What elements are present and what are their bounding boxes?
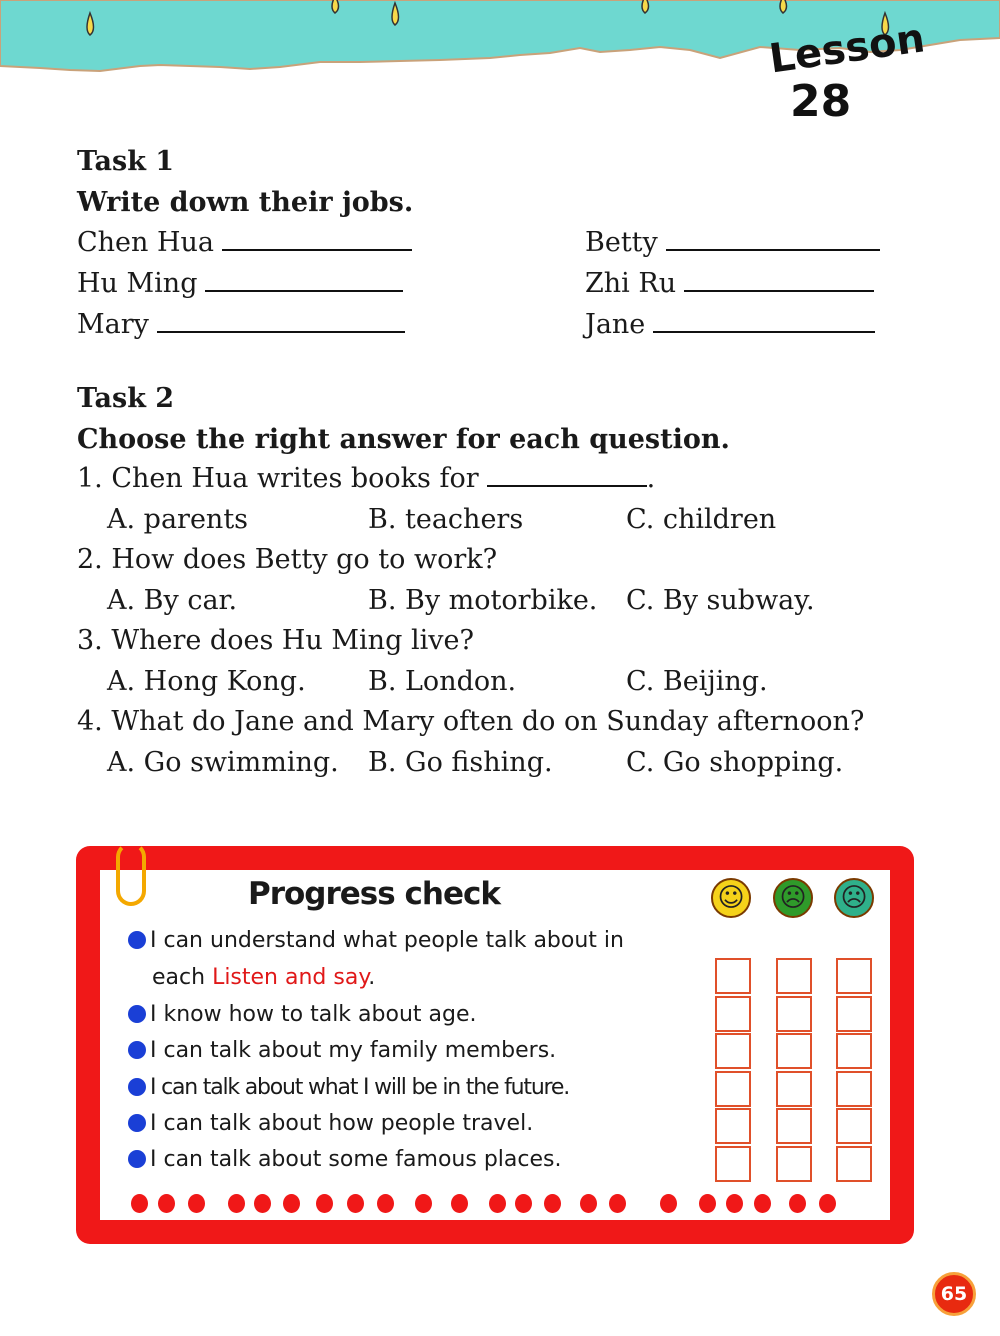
question: 3. Where does Hu Ming live?: [77, 625, 474, 656]
item-text: I know how to talk about age.: [150, 1002, 477, 1027]
decorative-dot: [188, 1194, 205, 1213]
neutral-face-icon: ☹: [773, 878, 813, 918]
question: 1. Chen Hua writes books for: [77, 463, 479, 494]
bullet-icon: [128, 1078, 146, 1096]
self-assessment-checkbox[interactable]: [836, 1071, 872, 1107]
progress-item: [128, 1001, 476, 1029]
option[interactable]: C. children: [626, 504, 777, 535]
self-assessment-checkbox[interactable]: [836, 1108, 872, 1144]
self-assessment-checkbox[interactable]: [715, 1146, 751, 1182]
decorative-dot: [544, 1194, 561, 1213]
decorative-dot: [377, 1194, 394, 1213]
question: 2. How does Betty go to work?: [77, 544, 498, 575]
lesson-number: 28: [790, 76, 852, 128]
decorative-dot: [283, 1194, 300, 1213]
decorative-dot: [580, 1194, 597, 1213]
decorative-dot: [699, 1194, 716, 1213]
answer-blank[interactable]: [653, 311, 875, 333]
answer-blank[interactable]: [684, 270, 874, 292]
bullet-icon: [128, 1041, 146, 1059]
option[interactable]: B. By motorbike.: [368, 585, 598, 616]
decorative-dot: [660, 1194, 677, 1213]
task1-instruction: Write down their jobs.: [77, 187, 414, 218]
bullet-icon: [128, 931, 146, 949]
listen-and-say-link: Listen and say: [212, 965, 369, 990]
item-text: I can talk about some famous places.: [150, 1147, 562, 1172]
name-label: Hu Ming: [77, 268, 198, 299]
option[interactable]: B. teachers: [368, 504, 524, 535]
self-assessment-checkbox[interactable]: [836, 1033, 872, 1069]
answer-blank[interactable]: [487, 465, 647, 487]
decorative-dot: [819, 1194, 836, 1213]
period: .: [646, 463, 656, 494]
answer-blank[interactable]: [666, 229, 880, 251]
self-assessment-checkbox[interactable]: [776, 958, 812, 994]
option[interactable]: A. Hong Kong.: [107, 666, 306, 697]
item-text: I can talk about how people travel.: [150, 1111, 534, 1136]
name-label: Mary: [77, 309, 149, 340]
progress-item-continued: [152, 964, 375, 992]
question: 4. What do Jane and Mary often do on Sunday afternoon?: [77, 706, 865, 737]
progress-check-title: Progress check: [248, 876, 500, 912]
option[interactable]: C. Go shopping.: [626, 747, 844, 778]
progress-item: [128, 1037, 556, 1065]
period: .: [368, 965, 376, 990]
bullet-icon: [128, 1150, 146, 1168]
decorative-dot: [347, 1194, 364, 1213]
self-assessment-checkbox[interactable]: [715, 958, 751, 994]
happy-face-icon: ☺: [711, 878, 751, 918]
self-assessment-checkbox[interactable]: [776, 1033, 812, 1069]
self-assessment-checkbox[interactable]: [836, 958, 872, 994]
option[interactable]: C. By subway.: [626, 585, 815, 616]
decorative-dot: [726, 1194, 743, 1213]
name-label: Jane: [585, 309, 646, 340]
decorative-dot: [415, 1194, 432, 1213]
bullet-icon: [128, 1114, 146, 1132]
self-assessment-checkbox[interactable]: [836, 1146, 872, 1182]
decorative-dot: [489, 1194, 506, 1213]
self-assessment-checkbox[interactable]: [715, 996, 751, 1032]
answer-blank[interactable]: [157, 311, 405, 333]
answer-blank[interactable]: [222, 229, 412, 251]
option[interactable]: C. Beijing.: [626, 666, 768, 697]
bullet-icon: [128, 1005, 146, 1023]
self-assessment-checkbox[interactable]: [836, 996, 872, 1032]
name-label: Chen Hua: [77, 227, 215, 258]
decorative-dot: [158, 1194, 175, 1213]
decorative-dot: [316, 1194, 333, 1213]
item-text: I can understand what people talk about in: [150, 928, 624, 953]
decorative-dot: [131, 1194, 148, 1213]
decorative-dot: [254, 1194, 271, 1213]
self-assessment-checkbox[interactable]: [776, 1071, 812, 1107]
name-label: Zhi Ru: [585, 268, 677, 299]
sad-face-icon: ☹: [834, 878, 874, 918]
progress-item: [128, 1074, 569, 1102]
self-assessment-checkbox[interactable]: [715, 1108, 751, 1144]
task2-title: Task 2: [77, 383, 175, 414]
name-label: Betty: [585, 227, 658, 258]
decorative-dot: [754, 1194, 771, 1213]
self-assessment-checkbox[interactable]: [715, 1033, 751, 1069]
task2-instruction: Choose the right answer for each question.: [77, 424, 730, 455]
option[interactable]: A. Go swimming.: [107, 747, 339, 778]
self-assessment-checkbox[interactable]: [776, 1146, 812, 1182]
option[interactable]: A. By car.: [107, 585, 238, 616]
progress-item: [128, 1110, 533, 1138]
lesson-word: Lesson: [766, 15, 928, 83]
page-number: 65: [932, 1272, 976, 1316]
item-text: I can talk about what I will be in the future.: [150, 1075, 570, 1100]
item-text: I can talk about my family members.: [150, 1038, 557, 1063]
item-text: each: [152, 965, 213, 990]
option[interactable]: A. parents: [107, 504, 249, 535]
decorative-dot: [451, 1194, 468, 1213]
option[interactable]: B. London.: [368, 666, 517, 697]
task1-title: Task 1: [77, 146, 175, 177]
self-assessment-checkbox[interactable]: [776, 1108, 812, 1144]
paperclip-icon: [116, 842, 146, 906]
progress-item: [128, 927, 624, 955]
option[interactable]: B. Go fishing.: [368, 747, 553, 778]
decorative-dot: [228, 1194, 245, 1213]
self-assessment-checkbox[interactable]: [715, 1071, 751, 1107]
decorative-dot: [609, 1194, 626, 1213]
answer-blank[interactable]: [205, 270, 403, 292]
self-assessment-checkbox[interactable]: [776, 996, 812, 1032]
decorative-dot: [789, 1194, 806, 1213]
progress-item: [128, 1146, 561, 1174]
decorative-dot: [515, 1194, 532, 1213]
